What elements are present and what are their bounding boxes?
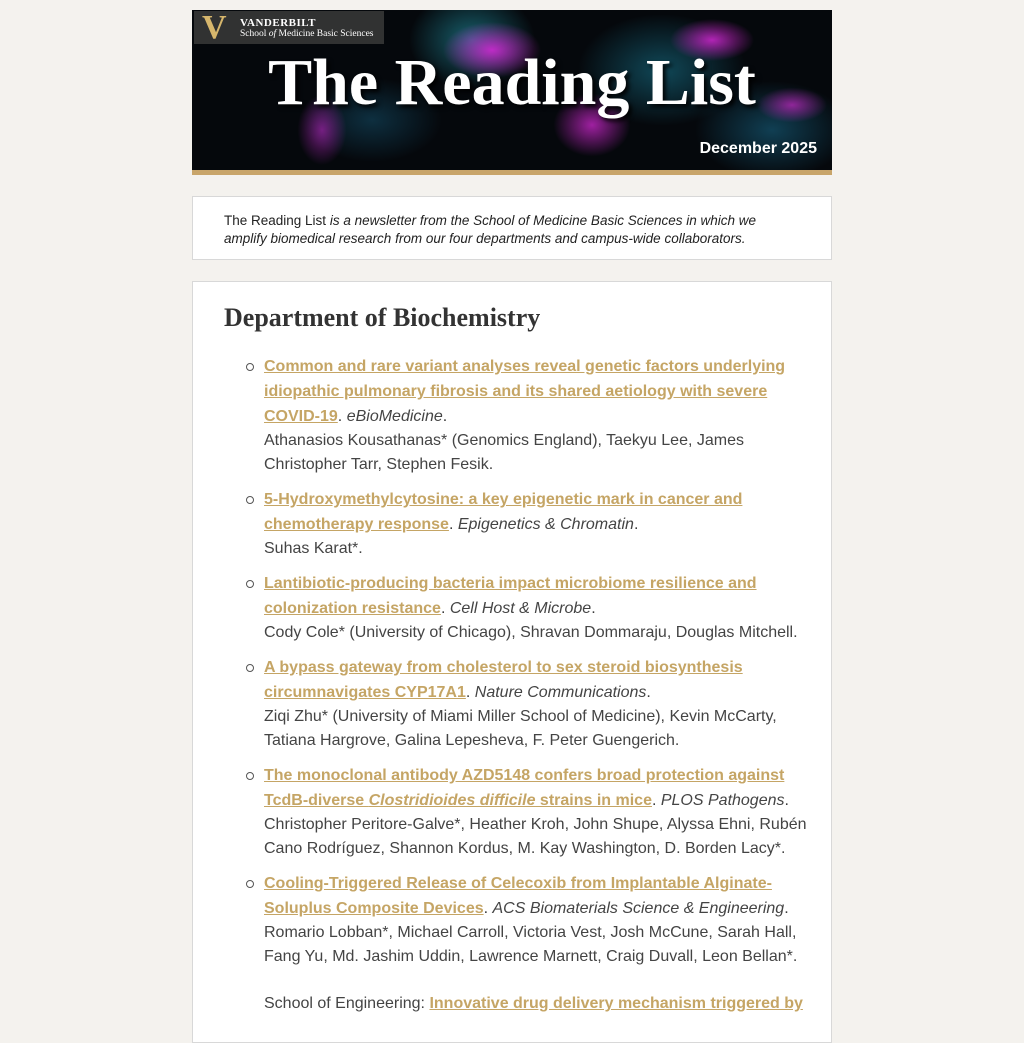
issue-date: December 2025 [699, 140, 817, 157]
newsletter-title: The Reading List [268, 46, 756, 119]
header-banner [192, 10, 832, 170]
section-heading: Department of Biochemistry [224, 303, 541, 332]
intro-description: is a newsletter from the School of Medicine Basic Sciences in which we amplify biomedical research from our four departments and campus-wide collaborators. [224, 213, 757, 246]
article-authors: Christopher Peritore-Galve*, Heather Kroh, John Shupe, Alyssa Ehni, Rubén Cano Rodríguez, Shannon Kordus, M. Kay Washington, D. Borden Lacy*. [264, 816, 807, 857]
bullet-icon [246, 496, 254, 504]
article-title-link[interactable]: Common and rare variant analyses reveal genetic factors underlying idiopathic pulmonary fibrosis and its shared aetiology with severe COVID-19 [264, 358, 786, 425]
article-title-link[interactable]: 5-Hydroxymethylcytosine: a key epigenetic mark in cancer and chemotherapy response [264, 491, 743, 533]
vanderbilt-v-icon: V [202, 10, 227, 46]
related-coverage-link[interactable]: Innovative drug delivery mechanism triggered by [429, 995, 803, 1012]
journal-name: eBioMedicine [346, 408, 443, 425]
intro-newsletter-name: The Reading List [224, 213, 327, 228]
journal-name: ACS Biomaterials Science & Engineering [492, 900, 785, 917]
logo-name: VANDERBILT [240, 16, 316, 29]
logo-subtitle: School of Medicine Basic Sciences [240, 28, 374, 39]
list-item: Cooling-Triggered Release of Celecoxib from Implantable Alginate-Soluplus Composite Devices. ACS Biomaterials Science & Engineering. Romario Lobban*, Michael Carroll, Victoria Vest, Josh McCune, Sarah Hall, Fang Yu, Md. Jashim Uddin, Lawrence Marnett, Craig Duvall, Leon Bellan*. [193, 871, 831, 969]
bullet-icon [246, 772, 254, 780]
bullet-icon [246, 664, 254, 672]
article-authors: Ziqi Zhu* (University of Miami Miller School of Medicine), Kevin McCarty, Tatiana Hargrove, Galina Lepesheva, F. Peter Guengerich. [264, 708, 777, 749]
bullet-icon [246, 880, 254, 888]
article-authors: Cody Cole* (University of Chicago), Shravan Dommaraju, Douglas Mitchell. [264, 624, 798, 641]
intro-text [224, 212, 801, 248]
biochemistry-section [192, 281, 832, 1043]
banner-divider [192, 170, 832, 175]
article-authors: Athanasios Kousathanas* (Genomics England), Taekyu Lee, James Christopher Tarr, Stephen Fesik. [264, 432, 744, 473]
journal-name: Epigenetics & Chromatin [457, 516, 634, 533]
vanderbilt-logo[interactable] [194, 11, 384, 44]
bullet-icon [246, 580, 254, 588]
article-authors: Romario Lobban*, Michael Carroll, Victoria Vest, Josh McCune, Sarah Hall, Fang Yu, Md. Jashim Uddin, Lawrence Marnett, Craig Duvall, Leon Bellan*. [264, 924, 798, 965]
list-item: Lantibiotic-producing bacteria impact microbiome resilience and colonization resistance. Cell Host & Microbe. Cody Cole* (University of Chicago), Shravan Dommaraju, Douglas Mitchell. [193, 571, 831, 645]
journal-name: Nature Communications [474, 684, 647, 701]
related-coverage [264, 991, 831, 1016]
list-item: Common and rare variant analyses reveal genetic factors underlying idiopathic pulmonary fibrosis and its shared aetiology with severe COVID-19. eBioMedicine. Athanasios Kousathanas* (Genomics England), Taekyu Lee, James Christopher Tarr, Stephen Fesik. [193, 354, 831, 477]
article-title-link[interactable]: The monoclonal antibody AZD5148 confers broad protection against TcdB-diverse Clostridioides difficile strains in mice [264, 767, 785, 809]
bullet-icon [246, 363, 254, 371]
article-title-link[interactable]: Cooling-Triggered Release of Celecoxib from Implantable Alginate-Soluplus Composite Devices [264, 875, 772, 917]
related-coverage-label: School of Engineering: [264, 995, 430, 1012]
article-title-link[interactable]: A bypass gateway from cholesterol to sex steroid biosynthesis circumnavigates CYP17A1 [264, 659, 743, 701]
intro-box [192, 196, 832, 260]
article-list [193, 354, 831, 969]
journal-name: PLOS Pathogens [660, 792, 785, 809]
journal-name: Cell Host & Microbe [449, 600, 592, 617]
species-name: Clostridioides difficile [368, 792, 536, 809]
list-item: The monoclonal antibody AZD5148 confers broad protection against TcdB-diverse Clostridioides difficile strains in mice. PLOS Pathogens. Christopher Peritore-Galve*, Heather Kroh, John Shupe, Alyssa Ehni, Rubén Cano Rodríguez, Shannon Kordus, M. Kay Washington, D. Borden Lacy*. [193, 763, 831, 861]
list-item: A bypass gateway from cholesterol to sex steroid biosynthesis circumnavigates CYP17A1. Nature Communications. Ziqi Zhu* (University of Miami Miller School of Medicine), Kevin McCarty, Tatiana Hargrove, Galina Lepesheva, F. Peter Guengerich. [193, 655, 831, 753]
article-authors: Suhas Karat*. [264, 540, 363, 557]
article-title-link[interactable]: Lantibiotic-producing bacteria impact microbiome resilience and colonization resistance [264, 575, 757, 617]
list-item: 5-Hydroxymethylcytosine: a key epigenetic mark in cancer and chemotherapy response. Epigenetics & Chromatin. Suhas Karat*. [193, 487, 831, 561]
